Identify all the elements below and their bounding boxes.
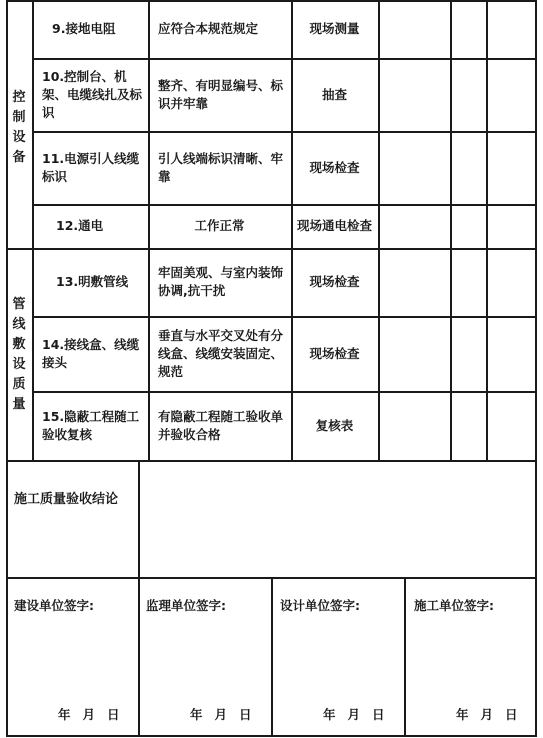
rule [486, 0, 488, 461]
standard-cell: 工作正常 [194, 218, 245, 233]
date-line: 年 月 日 [190, 707, 252, 722]
date-line: 年 月 日 [58, 707, 120, 722]
signature-label: 施工单位签字: [414, 598, 494, 613]
signature-field[interactable] [406, 620, 534, 700]
rule [32, 0, 34, 461]
method-cell: 抽查 [321, 86, 347, 102]
signature-label: 建设单位签字: [14, 598, 94, 613]
rule [378, 0, 380, 461]
method-cell: 现场测量 [309, 21, 360, 36]
item-cell: 11.电源引人线缆标识 [42, 150, 140, 184]
item-cell: 12.通电 [56, 218, 104, 233]
method-cell: 现场检查 [309, 345, 360, 361]
conclusion-field[interactable] [140, 462, 534, 576]
signature-field[interactable] [140, 620, 269, 700]
item-cell: 14.接线盒、线缆接头 [42, 336, 140, 370]
standard-cell: 引人线端标识清晰、牢靠 [158, 150, 284, 184]
item-cell: 9.接地电阻 [52, 21, 116, 36]
item-cell: 15.隐蔽工程随工验收复核 [42, 408, 140, 442]
item-cell: 10.控制台、机架、电缆线扎及标识 [42, 68, 143, 120]
method-cell: 现场检查 [309, 274, 360, 289]
signature-field[interactable] [8, 620, 136, 700]
date-line: 年 月 日 [323, 707, 385, 722]
signature-label: 监理单位签字: [146, 598, 226, 613]
standard-cell: 应符合本规范规定 [158, 21, 259, 36]
item-cell: 13.明敷管线 [56, 274, 129, 289]
rule [535, 0, 537, 737]
signature-field[interactable] [273, 620, 402, 700]
conclusion-label: 施工质量验收结论 [14, 492, 119, 507]
method-cell: 复核表 [315, 417, 354, 433]
method-cell: 现场检查 [309, 159, 360, 175]
signature-label: 设计单位签字: [280, 598, 360, 613]
group-label-pipeline: 管 线 敷 设 质 量 [12, 297, 26, 412]
group-label-control: 控 制 设 备 [12, 90, 26, 165]
date-line: 年 月 日 [456, 707, 518, 722]
rule [450, 0, 452, 461]
standard-cell: 整齐、有明显编号、标识并牢靠 [158, 77, 284, 111]
standard-cell: 有隐蔽工程随工验收单并验收合格 [158, 408, 284, 442]
standard-cell: 垂直与水平交叉处有分线盒、线缆安装固定、规范 [158, 327, 284, 379]
standard-cell: 牢固美观、与室内装饰协调,抗干扰 [158, 265, 284, 298]
method-cell: 现场通电检查 [296, 218, 372, 233]
